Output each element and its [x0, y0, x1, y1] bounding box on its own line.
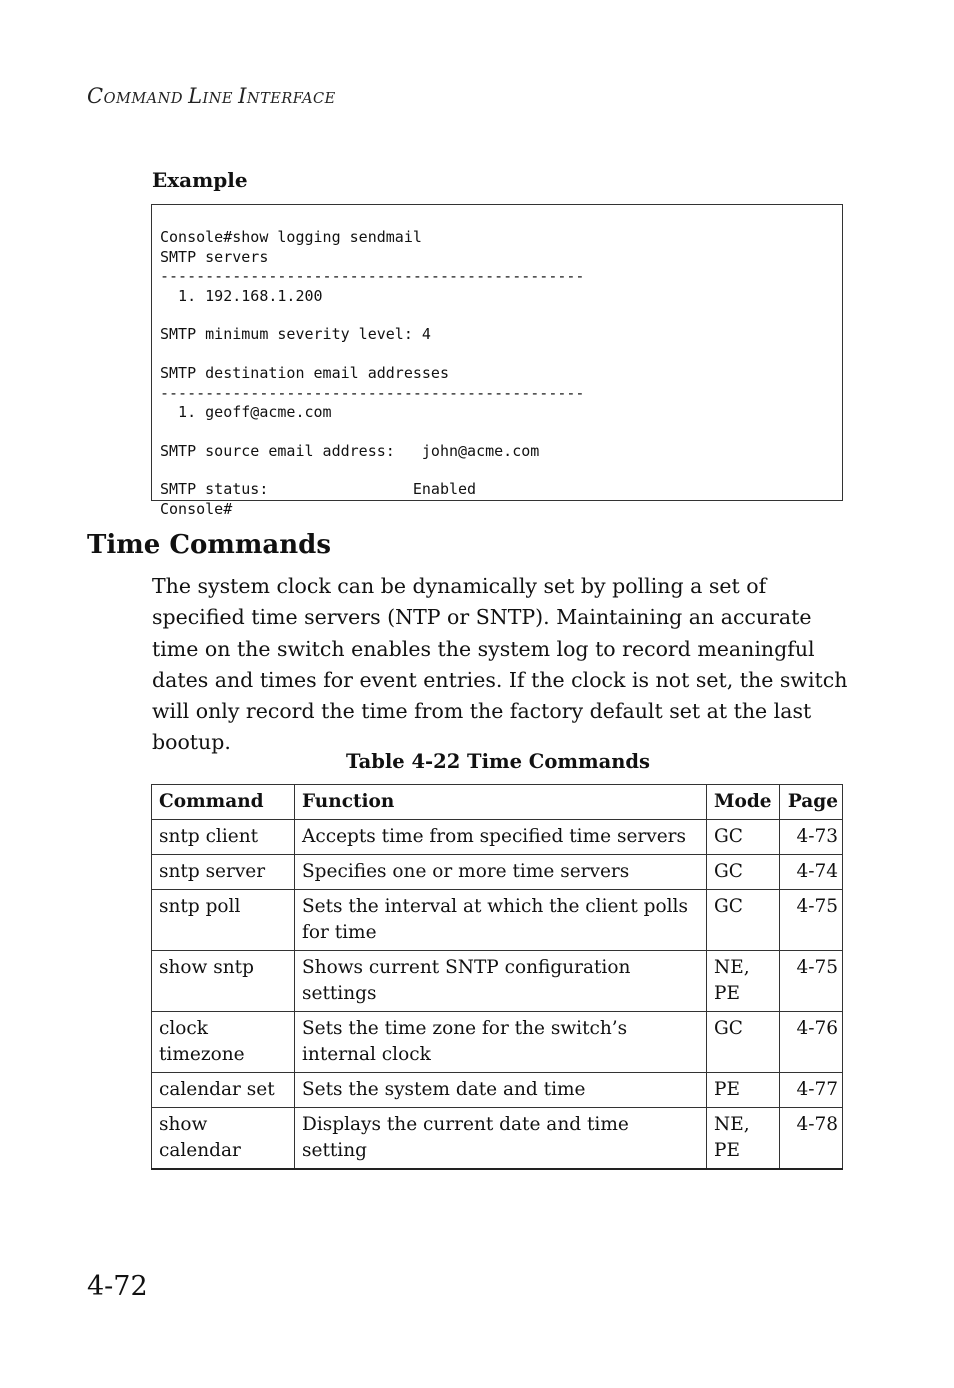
code-line: 1. geoff@acme.com [160, 402, 332, 421]
cell-command: calendar set [152, 1073, 295, 1108]
code-line: Console# [160, 499, 233, 518]
running-header [87, 84, 336, 108]
table-header-row [152, 785, 843, 820]
cell-function: Accepts time from specified time servers [295, 820, 707, 855]
cell-page: 4-73 [779, 820, 842, 855]
cell-page: 4-78 [779, 1108, 842, 1170]
header-mode: Mode [707, 785, 780, 820]
header-page: Page [779, 785, 842, 820]
cell-mode: GC [707, 1012, 780, 1073]
page-number: 4-72 [87, 1271, 148, 1302]
header-cap-l: L [188, 84, 203, 108]
cell-mode: GC [707, 820, 780, 855]
code-line: SMTP source email address: john@acme.com [160, 441, 540, 460]
cell-command: show sntp [152, 951, 295, 1012]
header-smallcaps-1: OMMAND [103, 91, 189, 107]
code-line: SMTP status: Enabled [160, 480, 477, 499]
header-smallcaps-2: INE [202, 91, 239, 107]
cell-page: 4-77 [779, 1073, 842, 1108]
cell-page: 4-74 [779, 855, 842, 890]
cell-function: Sets the system date and time [295, 1073, 707, 1108]
cell-page: 4-75 [779, 951, 842, 1012]
cell-function: Specifies one or more time servers [295, 855, 707, 890]
code-example-box [151, 204, 843, 518]
cell-page: 4-76 [779, 1012, 842, 1073]
cell-function: Sets the time zone for the switch’s internal clock [295, 1012, 707, 1073]
cell-function: Displays the current date and time setting [295, 1108, 707, 1170]
cell-mode: NE, PE [707, 951, 780, 1012]
cell-function: Shows current SNTP configuration settings [295, 951, 707, 1012]
code-line [160, 306, 842, 325]
code-line [160, 422, 842, 441]
body-paragraph: The system clock can be dynamically set by polling a set of specified time servers (NTP or SNTP). Maintaining an accurate time on the switch enables the system log to record meaningful dates and times for event entries. If the clock is not set, the switch will only record the time from the factory default set at the last bootup. [152, 574, 848, 755]
code-line: SMTP servers [160, 247, 269, 266]
table-row [152, 855, 843, 890]
table-row [152, 951, 843, 1012]
code-line [160, 345, 842, 364]
table-caption: Table 4-22 Time Commands [345, 750, 651, 773]
table-row [152, 1073, 843, 1108]
code-line: ----------------------------------------------- [160, 267, 585, 286]
header-command: Command [152, 785, 295, 820]
cell-mode: NE, PE [707, 1108, 780, 1170]
time-commands-table [151, 784, 843, 1170]
table-row [152, 1108, 843, 1170]
code-line: ----------------------------------------------- [160, 383, 585, 402]
table-row [152, 1012, 843, 1073]
header-cap-i: I [238, 84, 247, 108]
cell-command: clock timezone [152, 1012, 295, 1073]
cell-command: sntp poll [152, 890, 295, 951]
header-function: Function [295, 785, 707, 820]
cell-function: Sets the interval at which the client polls for time [295, 890, 707, 951]
section-title: Time Commands [87, 530, 331, 560]
header-smallcaps-3: NTERFACE [246, 91, 336, 107]
code-line: Console#show logging sendmail [160, 228, 422, 247]
table-row [152, 890, 843, 951]
code-line: SMTP minimum severity level: 4 [160, 325, 431, 344]
example-label: Example [152, 168, 248, 192]
cell-mode: GC [707, 890, 780, 951]
cell-page: 4-75 [779, 890, 842, 951]
cell-command: sntp server [152, 855, 295, 890]
code-line: 1. 192.168.1.200 [160, 286, 323, 305]
code-line: SMTP destination email addresses [160, 364, 449, 383]
table-row [152, 820, 843, 855]
cell-mode: PE [707, 1073, 780, 1108]
cell-command: sntp client [152, 820, 295, 855]
code-line [160, 461, 842, 480]
cell-command: show calendar [152, 1108, 295, 1170]
cell-mode: GC [707, 855, 780, 890]
header-cap-c: C [87, 84, 104, 108]
